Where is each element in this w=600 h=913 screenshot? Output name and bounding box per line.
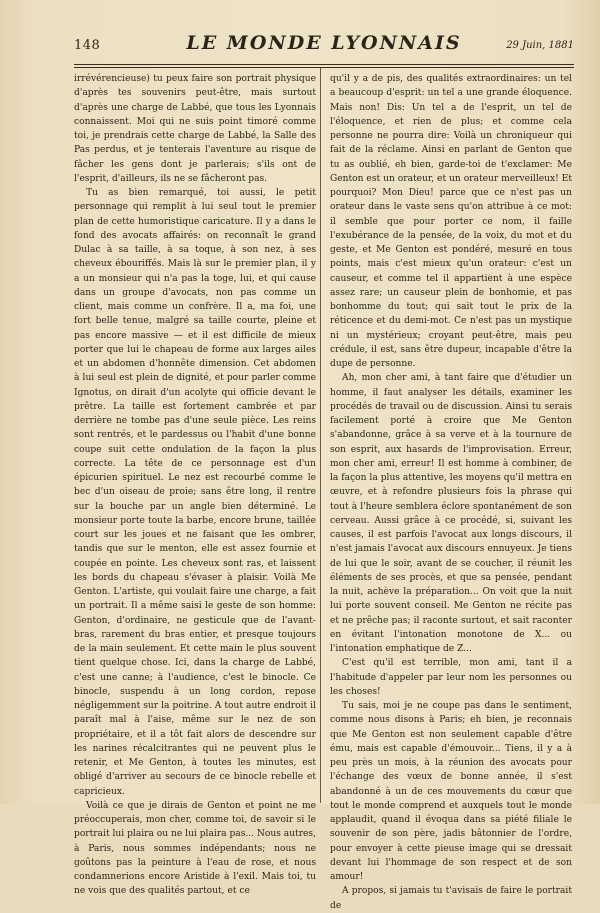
paragraph: A propos, si jamais tu t'avisais de faire le portrait de <box>330 886 572 911</box>
header-rule <box>74 64 574 65</box>
paragraph: Ah, mon cher ami, à tant faire que d'étudier un homme, il faut analyser les détails, examiner les procédés de travail ou de discussion. Ainsi tu serais facilement porté à croire que Me Genton s'abandonne, grâce à sa verve et à la tournure de son esprit, aux hasards de l'improvisation. Erreur, mon cher ami, erreur! Il est homme à combiner, de la façon la plus attentive, les moyens qu'il mettra en œuvre, et à refondre plusieurs fois la phrase qui tout à l'heure semblera éclore spontanément de son cerveau. Aussi grâce à ce procédé, si, suivant les causes, il est parfois l'avocat aux longs discours, il n'est jamais l'avocat aux discours ennuyeux. Je tiens de lui que le soir, avant de se coucher, il réunit les éléments de ses procès, et que sa pensée, pendant la nuit, achève la préparation... On voit que la nuit lui porte souvent conseil. Me Genton ne récite pas et ne prêche pas; il raconte surtout, et sait raconter en évitant l'intonation monotone de X... ou l'intonation emphatique de Z... <box>330 373 572 654</box>
header-rule-double <box>74 67 574 68</box>
issue-date: 29 Juin, 1881 <box>506 40 574 51</box>
paragraph: C'est qu'il est terrible, mon ami, tant il a l'habitude d'appeler par leur nom les personnes ou les choses! <box>330 658 572 697</box>
column-divider <box>320 68 321 803</box>
paragraph: Tu sais, moi je ne coupe pas dans le sentiment, comme nous disons à Paris; eh bien, je reconnais que Me Genton est non seulement capable d'être ému, mais est capable d'émouvoir... Tiens, il y a à peu près un mois, à la réunion des avocats pour l'échange des vœux de bonne année, il s'est abandonné à un de ces mouvements du cœur que tout le monde comprend et auxquels tout le monde applaudit, quand il évoqua dans sa piété filiale le souvenir de son père, jadis bâtonnier de l'ordre, pour envoyer à cette pieuse image qui se dressait devant lui l'hommage de son respect et de son amour! <box>330 701 572 882</box>
page-number: 148 <box>74 38 101 53</box>
right-column <box>330 72 572 913</box>
paragraph: irrévérencieuse) tu peux faire son portrait physique d'après tes souvenirs peut-être, mais surtout d'après une charge de Labbé, que tous les Lyonnais connaissent. Moi qui ne suis point timoré comme toi, je prendrais cette charge de Labbé, la Salle des Pas perdus, et je tenterais l'aventure au risque de fâcher les gens dont je parlerais; s'ils ont de l'esprit, d'ailleurs, ils ne se fâcheront pas. <box>74 74 316 184</box>
left-column <box>74 72 316 899</box>
paragraph: qu'il y a de pis, des qualités extraordinaires: un tel a beaucoup d'esprit: un tel a une grande éloquence. Mais non! Dis: Un tel a de l'esprit, un tel de l'éloquence, et rien de plus; et comme cela personne ne pourra dire: Voilà un chroniqueur qui fait de la réclame. Ainsi en parlant de Genton que tu as oublié, eh bien, garde-toi de t'exclamer: Me Genton est un orateur, et un orateur merveilleux! Et pourquoi? Mon Dieu! parce que ce n'est pas un orateur dans le vaste sens qu'on attribue à ce mot: il semble que pour porter ce nom, il faille l'exubérance de la pensée, de la voix, du mot et du geste, et Me Genton est pondéré, mesuré en tous points, mais c'est mieux qu'un orateur: c'est un causeur, et comme tel il appartient à une espèce assez rare; un causeur plein de bonhomie, et pas bonhomme du tout; qui sait tout le prix de la réticence et du demi-mot. Ce n'est pas un mystique ni un mystérieux; croyant peut-être, mais peu crédule, il est, sans être dupeur, incapable d'être la dupe de personne. <box>330 74 572 369</box>
paragraph: Tu as bien remarqué, toi aussi, le petit personnage qui remplit à lui seul tout le premier plan de cette humoristique caricature. Il y a dans le fond des avocats affairés: on reconnaît le grand Dulac à sa taille, à sa toque, à son nez, à ses cheveux ébouriffés. Mais là sur le premier plan, il y a un monsieur qui n'a pas la toge, lui, et qui cause dans un groupe d'avocats, non pas comme un client, mais comme un confrère. Il a, ma foi, une fort belle tenue, malgré sa taille courte, pleine et pas encore massive — et il est difficile de mieux porter que lui le chapeau de forme aux larges ailes et un abdomen d'honnête dimension. Cet abdomen à lui seul est plein de dignité, et pour parler comme Ignotus, on dirait d'un acolyte qui officie devant le prêtre. La taille est fortement cambrée et par derrière ne tombe pas d'une seule pièce. Les reins sont rentrés, et le pardessus ou l'habit d'une bonne coupe suit cette ondulation de la façon la plus correcte. La tête de ce personnage est d'un épicurien spirituel. Le nez est recourbé comme le bec d'un oiseau de proie; sans être long, il rentre sur la bouche par un angle bien déterminé. Le monsieur porte toute la barbe, encore brune, taillée court sur les joues et ne faisant que les ombrer, tandis que sur le menton, elle est assez fournie et coupée en pointe. Les cheveux sont ras, et laissent les bords du chapeau s'évaser à plaisir. Voilà Me Genton. L'artiste, qui voulait faire une charge, a fait un portrait. Il a même saisi le geste de son homme: Genton, d'ordinaire, ne gesticule que de l'avant-bras, rarement du bras entier, et presque toujours de la main seulement. Et cette main le plus souvent tient quelque chose. Ici, dans la charge de Labbé, c'est une canne; à l'audience, c'est le binocle. Ce binocle, suspendu à un long cordon, repose négligemment sur la poitrine. A tout autre endroit il paraît mal à l'aise, même sur le nez de son propriétaire, et il a tôt fait alors de descendre sur les narines récalcitrantes qui ne peuvent plus le retenir, et Me Genton, à toutes les minutes, est obligé d'arriver au secours de ce binocle rebelle et capricieux. <box>74 188 316 797</box>
journal-title: LE MONDE LYONNAIS <box>186 32 462 54</box>
page-header <box>74 32 574 62</box>
paragraph: Voilà ce que je dirais de Genton et point ne me préoccuperais, mon cher, comme toi, de savoir si le portrait lui plaira ou ne lui plaira pas... Nous autres, à Paris, nous sommes indépendants; nous ne goûtons pas la peinture à l'eau de rose, et nous condamnerions encore Aristide à l'exil. Mais toi, tu ne vois que des qualités partout, et ce <box>74 800 316 897</box>
